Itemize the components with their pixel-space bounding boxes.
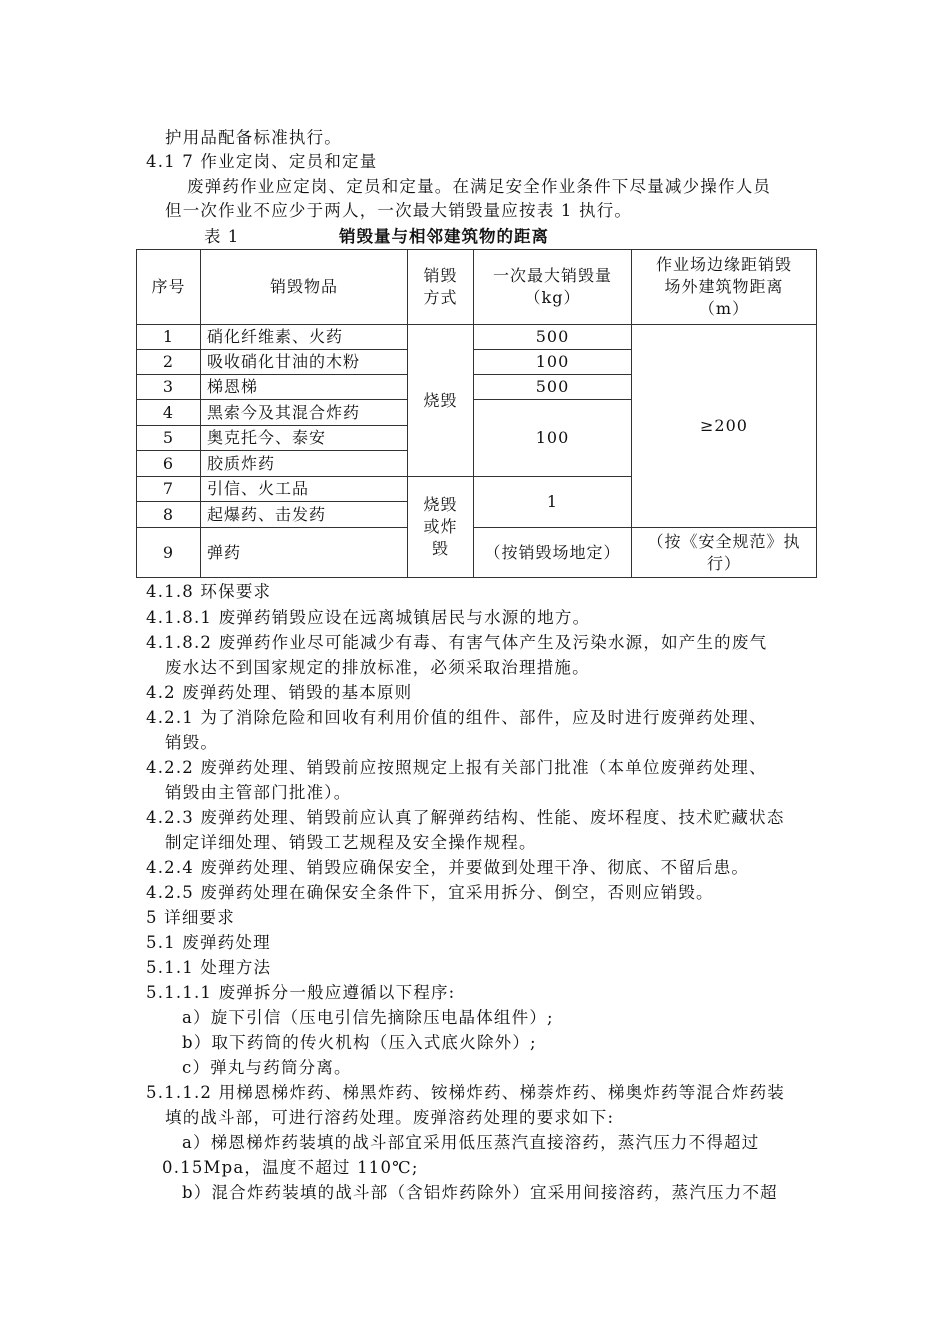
cell-item: 吸收硝化甘油的木粉 <box>201 350 408 375</box>
text-line: 填的战斗部，可进行溶药处理。废弹溶药处理的要求如下: <box>165 1108 615 1127</box>
list-item: b）取下药筒的传火机构（压入式底火除外）; <box>182 1033 537 1052</box>
text-line: 4.1.8.1 废弹药销毁应设在远离城镇居民与水源的地方。 <box>146 608 591 627</box>
cell-distance <box>632 528 817 578</box>
list-item: c）弹丸与药筒分离。 <box>182 1058 352 1077</box>
header-method-line: 销毁 <box>423 266 458 285</box>
cell-item: 起爆药、击发药 <box>201 502 408 528</box>
text-line: 废弹药作业应定岗、定员和定量。在满足安全作业条件下尽量减少操作人员 <box>187 177 772 196</box>
cell-seq: 6 <box>137 451 201 477</box>
cell-item: 黑索今及其混合炸药 <box>201 400 408 426</box>
cell-seq: 4 <box>137 400 201 426</box>
cell-max: 100 <box>474 400 632 477</box>
header-max-line: （kg） <box>524 288 581 307</box>
header-item: 销毁物品 <box>201 250 408 325</box>
cell-item: 硝化纤维素、火药 <box>201 325 408 350</box>
cell-max: 100 <box>474 350 632 375</box>
cell-seq: 9 <box>137 528 201 578</box>
cell-seq: 3 <box>137 375 201 400</box>
text-line: 销毁由主管部门批准）。 <box>165 783 352 802</box>
text-line: 4.2.4 废弹药处理、销毁应确保安全，并要做到处理干净、彻底、不留后患。 <box>146 858 750 877</box>
text-line: 制定详细处理、销毁工艺规程及安全操作规程。 <box>165 833 537 852</box>
cell-max: 1 <box>474 477 632 528</box>
cell-max: 500 <box>474 375 632 400</box>
section-heading: 4.2 废弹药处理、销毁的基本原则 <box>146 683 413 702</box>
list-item: a）梯恩梯炸药装填的战斗部宜采用低压蒸汽直接溶药，蒸汽压力不得超过 <box>182 1133 760 1152</box>
section-heading: 5 详细要求 <box>146 908 235 927</box>
table-row <box>137 528 817 578</box>
cell-max: （按销毁场地定） <box>474 528 632 578</box>
text-line: 但一次作业不应少于两人，一次最大销毁量应按表 1 执行。 <box>165 201 633 220</box>
cell-method-burn-or-detonate <box>408 477 474 578</box>
table-caption-title: 销毁量与相邻建筑物的距离 <box>339 227 549 246</box>
list-item: b）混合炸药装填的战斗部（含铝炸药除外）宜采用间接溶药，蒸汽压力不超 <box>182 1183 778 1202</box>
text-line: 4.2.5 废弹药处理在确保安全条件下，宜采用拆分、倒空，否则应销毁。 <box>146 883 714 902</box>
section-heading: 5.1.1 处理方法 <box>146 958 272 977</box>
header-distance <box>632 250 817 325</box>
method-line: 或炸 <box>423 517 458 536</box>
header-distance-line: 作业场边缘距销毁 <box>655 255 792 274</box>
header-seq: 序号 <box>137 250 201 325</box>
cell-seq: 5 <box>137 426 201 451</box>
cell-seq: 8 <box>137 502 201 528</box>
method-line: 烧毁 <box>423 495 458 514</box>
table-caption-label: 表 1 <box>204 227 240 246</box>
header-distance-line: （m） <box>698 299 750 318</box>
method-line: 毁 <box>431 539 449 558</box>
destruction-distance-table <box>136 249 817 578</box>
distance-line: （按《安全规范》执 <box>647 531 801 551</box>
table-row <box>137 325 817 350</box>
cell-max: 500 <box>474 325 632 350</box>
text-line: 4.1.8.2 废弹药作业尽可能减少有毒、有害气体产生及污染水源，如产生的废气 <box>146 633 768 652</box>
cell-item: 胶质炸药 <box>201 451 408 477</box>
text-line: 销毁。 <box>165 733 219 752</box>
cell-seq: 2 <box>137 350 201 375</box>
header-max-line: 一次最大销毁量 <box>492 266 612 285</box>
section-heading: 4.1 7 作业定岗、定员和定量 <box>146 152 378 171</box>
text-line: 废水达不到国家规定的排放标准，必须采取治理措施。 <box>165 658 590 677</box>
header-max-amount <box>474 250 632 325</box>
cell-item: 弹药 <box>201 528 408 578</box>
cell-item: 引信、火工品 <box>201 477 408 502</box>
distance-line: 行） <box>706 553 741 573</box>
cell-item: 奥克托今、泰安 <box>201 426 408 451</box>
text-line: 5.1.1.2 用梯恩梯炸药、梯黑炸药、铵梯炸药、梯萘炸药、梯奥炸药等混合炸药装 <box>146 1083 785 1102</box>
cell-seq: 7 <box>137 477 201 502</box>
text-line: 4.2.2 废弹药处理、销毁前应按照规定上报有关部门批准（本单位废弹药处理、 <box>146 758 767 777</box>
table-header-row <box>137 250 817 325</box>
text-line: 4.2.1 为了消除危险和回收有利用价值的组件、部件，应及时进行废弹药处理、 <box>146 708 767 727</box>
text-line: 4.2.3 废弹药处理、销毁前应认真了解弹药结构、性能、废坏程度、技术贮藏状态 <box>146 808 785 827</box>
cell-distance: ≥200 <box>632 325 817 528</box>
text-line: 护用品配备标准执行。 <box>165 128 342 147</box>
section-heading: 4.1.8 环保要求 <box>146 582 272 601</box>
section-heading: 5.1 废弹药处理 <box>146 933 271 952</box>
list-item: a）旋下引信（压电引信先摘除压电晶体组件）; <box>182 1008 554 1027</box>
text-line: 5.1.1.1 废弹拆分一般应遵循以下程序: <box>146 983 456 1002</box>
cell-seq: 1 <box>137 325 201 350</box>
header-method-line: 方式 <box>423 288 458 307</box>
cell-item: 梯恩梯 <box>201 375 408 400</box>
header-distance-line: 场外建筑物距离 <box>664 277 784 296</box>
header-method <box>408 250 474 325</box>
text-line: 0.15Mpa，温度不超过 110℃; <box>162 1158 419 1177</box>
cell-method-burn: 烧毁 <box>408 325 474 477</box>
